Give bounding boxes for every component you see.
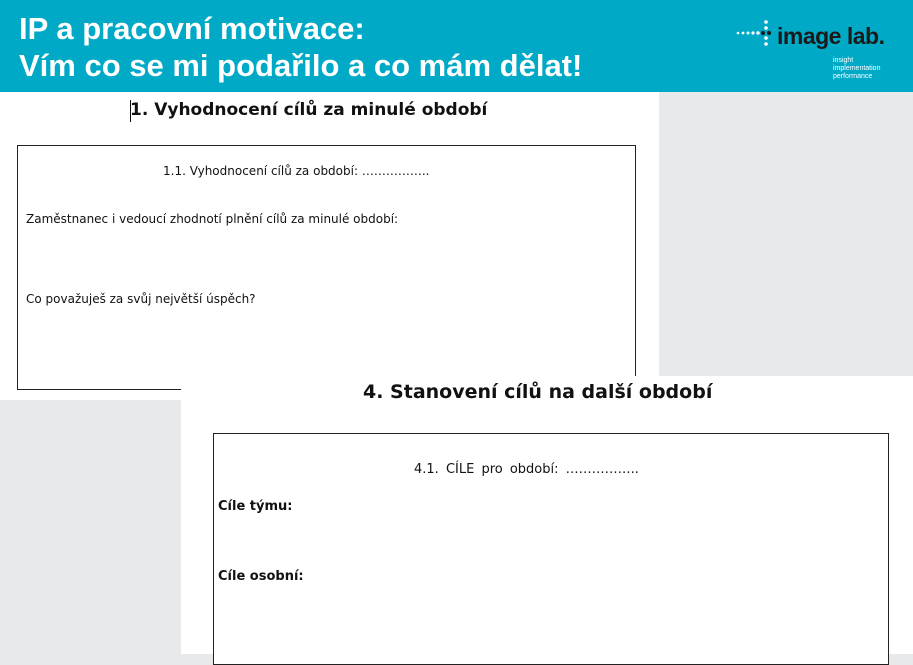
goals-box	[213, 433, 889, 665]
slide-title-line-1: IP a pracovní motivace:	[19, 11, 365, 46]
section-heading: 4. Stanovení cílů na další období	[363, 381, 713, 403]
form-question: Zaměstnanec i vedoucí zhodnotí plnění cílů za minulé období:	[26, 212, 399, 226]
logo-tagline-line: insight	[833, 57, 854, 64]
form-question: Cíle týmu:	[218, 499, 293, 514]
logo-dots-icon	[736, 17, 776, 47]
form-question: Cíle osobní:	[218, 569, 304, 584]
logo-tagline-line: performance	[833, 73, 873, 80]
logo-wordmark: image lab.	[777, 23, 885, 49]
evaluation-form-screenshot	[0, 92, 659, 400]
goals-form-screenshot	[181, 376, 913, 654]
box-subheading: 4.1. CÍLE pro období: ……………..	[414, 462, 639, 477]
logo-tagline	[833, 57, 880, 81]
form-question: Co považuješ za svůj největší úspěch?	[26, 292, 256, 306]
evaluation-box	[17, 145, 636, 390]
logo-tagline-line: implementation	[833, 65, 881, 72]
slide-title	[19, 10, 582, 84]
section-heading: 1. Vyhodnocení cílů za minulé období	[130, 100, 488, 120]
slide-title-line-2: Vím co se mi podařilo a co mám dělat!	[19, 48, 583, 83]
title-banner	[0, 0, 913, 92]
image-lab-logo	[736, 15, 896, 80]
box-subheading: 1.1. Vyhodnocení cílů za období: ……………..	[163, 164, 430, 178]
